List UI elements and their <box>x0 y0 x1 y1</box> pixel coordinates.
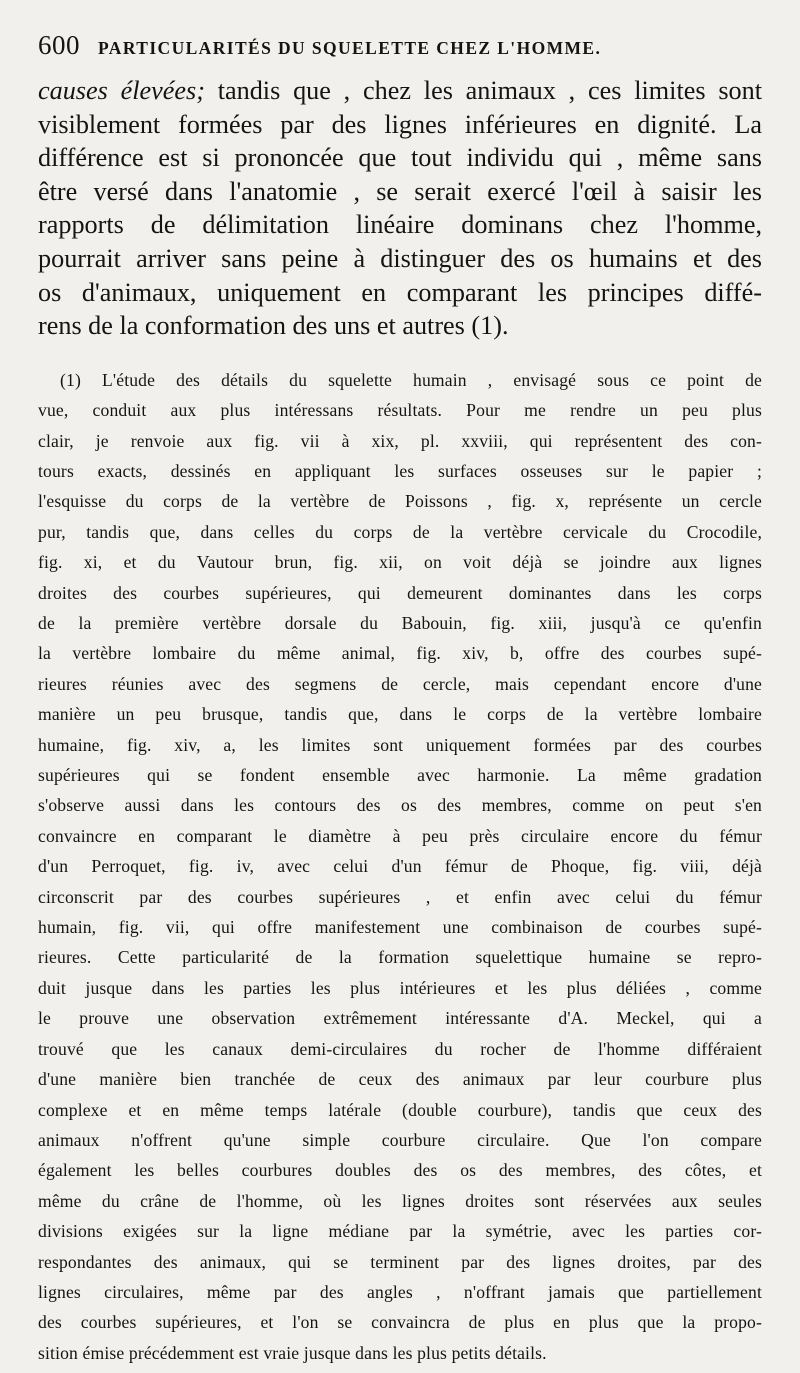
footnote-line: tours exacts, dessinés en appliquant les surfaces osseuses sur le papier ; <box>38 460 762 481</box>
footnote-line: s'observe aussi dans les contours des os des membres, comme on peut s'en <box>38 795 762 816</box>
footnote-line: pur, tandis que, dans celles du corps de la vertèbre cervicale du Crocodile, <box>38 521 762 542</box>
footnote-line: manière un peu brusque, tandis que, dans le corps de la vertèbre lombaire <box>38 704 762 725</box>
footnote-line: (1) L'étude des détails du squelette humain , envisagé sous ce point de <box>60 369 762 390</box>
footnote-line: divisions exigées sur la ligne médiane par la symétrie, avec les parties cor- <box>38 1221 762 1242</box>
footnote-line: des courbes supérieures, et l'on se convaincra de plus en plus que la propo- <box>38 1312 762 1333</box>
footnote-line: supérieures qui se fondent ensemble avec harmonie. La même gradation <box>38 765 762 786</box>
paragraph-line: différence est si prononcée que tout individu qui , même sans <box>38 143 762 173</box>
footnote-line: l'esquisse du corps de la vertèbre de Poissons , fig. x, représente un cercle <box>38 491 762 512</box>
running-head: PARTICULARITÉS DU SQUELETTE CHEZ L'HOMME. <box>98 38 602 58</box>
footnote-line: également les belles courbures doubles des os des membres, des côtes, et <box>38 1160 762 1181</box>
main-paragraph <box>38 74 762 343</box>
footnote-line: la vertèbre lombaire du même animal, fig. xiv, b, offre des courbes supé- <box>38 643 762 664</box>
footnote-line: duit jusque dans les parties les plus intérieures et les plus déliées , comme <box>38 977 762 998</box>
page-header <box>38 30 762 74</box>
footnote-line: droites des courbes supérieures, qui demeurent dominantes dans les corps <box>38 582 762 603</box>
footnote-line: d'un Perroquet, fig. iv, avec celui d'un fémur de Phoque, fig. viii, déjà <box>38 856 762 877</box>
footnote-line: sition émise précédemment est vraie jusque dans les plus petits détails. <box>38 1342 547 1363</box>
paragraph-line: être versé dans l'anatomie , se serait exercé l'œil à saisir les <box>38 176 762 206</box>
footnote-line: le prouve une observation extrêmement intéressante d'A. Meckel, qui a <box>38 1008 762 1029</box>
footnote-line: trouvé que les canaux demi-circulaires du rocher de l'homme différaient <box>38 1038 762 1059</box>
footnote-line: fig. xi, et du Vautour brun, fig. xii, on voit déjà se joindre aux lignes <box>38 552 762 573</box>
paragraph-line: pourrait arriver sans peine à distinguer des os humains et des <box>38 243 762 273</box>
paragraph-line-text: tandis que , chez les animaux , ces limites sont <box>204 76 762 105</box>
paragraph-line: visiblement formées par des lignes inférieures en dignité. La <box>38 109 762 139</box>
footnote-line: circonscrit par des courbes supérieures , et enfin avec celui du fémur <box>38 886 762 907</box>
book-page <box>38 30 762 1368</box>
footnote-line: animaux n'offrent qu'une simple courbure circulaire. Que l'on compare <box>38 1129 762 1150</box>
footnote-line: de la première vertèbre dorsale du Babouin, fig. xiii, jusqu'à ce qu'enfin <box>38 613 762 633</box>
footnote-line: d'une manière bien tranchée de ceux des animaux par leur courbure plus <box>38 1069 762 1090</box>
paragraph-line: rapports de délimitation linéaire dominans chez l'homme, <box>38 210 762 240</box>
italic-lead: causes élevées; <box>38 76 205 105</box>
footnote-line: convaincre en comparant le diamètre à peu près circulaire encore du fémur <box>38 825 762 846</box>
footnote-line: lignes circulaires, même par des angles , n'offrant jamais que partiellement <box>38 1281 762 1302</box>
footnote <box>38 365 762 1368</box>
paragraph-line: rens de la conformation des uns et autres (1). <box>38 311 509 341</box>
paragraph-line <box>38 74 762 108</box>
footnote-line: respondantes des animaux, qui se terminent par des lignes droites, par des <box>38 1251 762 1272</box>
footnote-line: humaine, fig. xiv, a, les limites sont uniquement formées par des courbes <box>38 734 762 755</box>
footnote-line: vue, conduit aux plus intéressans résultats. Pour me rendre un peu plus <box>38 400 762 421</box>
page-number: 600 <box>38 30 80 60</box>
footnote-line: même du crâne de l'homme, où les lignes droites sont réservées aux seules <box>38 1190 762 1211</box>
footnote-line: complexe et en même temps latérale (double courbure), tandis que ceux des <box>38 1099 762 1120</box>
paragraph-line: os d'animaux, uniquement en comparant les principes diffé- <box>38 277 762 307</box>
footnote-line: clair, je renvoie aux fig. vii à xix, pl. xxviii, qui représentent des con- <box>38 430 762 451</box>
footnote-line: rieures réunies avec des segmens de cercle, mais cependant encore d'une <box>38 673 762 694</box>
footnote-line: rieures. Cette particularité de la formation squelettique humaine se repro- <box>38 947 762 968</box>
footnote-line: humain, fig. vii, qui offre manifestement une combinaison de courbes supé- <box>38 917 762 938</box>
